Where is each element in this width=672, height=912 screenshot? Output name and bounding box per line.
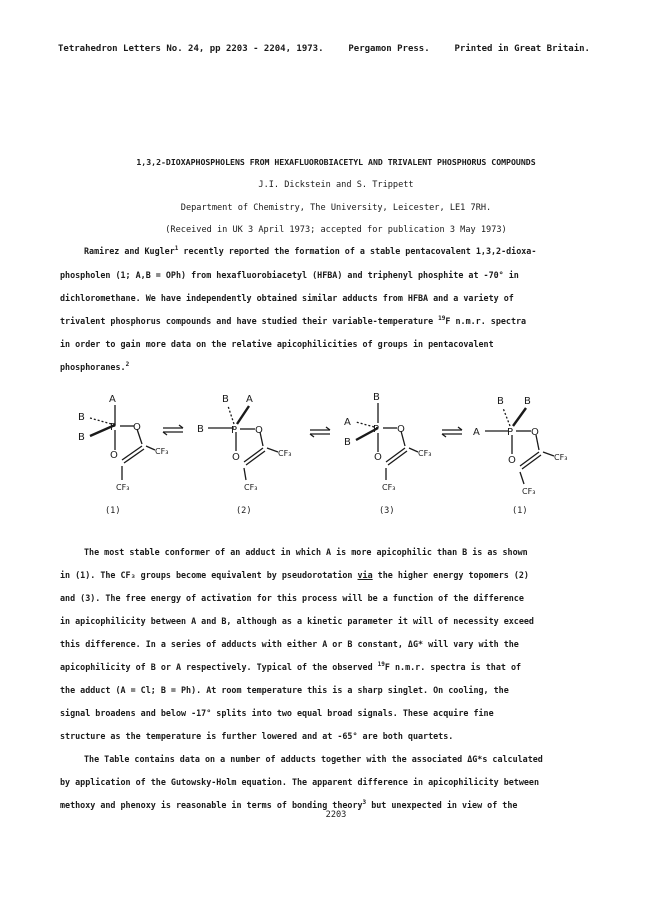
svg-text:O: O — [374, 452, 382, 463]
structure-2 — [197, 394, 291, 492]
paragraph-3-line-1: The Table contains data on a number of adducts together with the associated ΔG*s calculated — [84, 754, 543, 764]
page-number: 2203 — [325, 810, 347, 820]
equilibrium-arrow-2 — [310, 427, 330, 437]
svg-text:B: B — [524, 396, 531, 407]
svg-text:P: P — [373, 424, 380, 435]
publisher: Pergamon Press. — [348, 44, 430, 54]
pseudorotation-scheme — [60, 388, 620, 513]
svg-text:B: B — [197, 424, 204, 435]
svg-text:P: P — [231, 425, 238, 436]
paragraph-2-line-5: this difference. In a series of adducts with either A or B constant, ΔG* will vary with the — [60, 639, 519, 649]
svg-text:A: A — [109, 394, 116, 405]
svg-text:B: B — [78, 432, 85, 443]
svg-text:P: P — [110, 422, 117, 433]
svg-text:O: O — [232, 452, 240, 463]
svg-text:CF₃: CF₃ — [554, 453, 568, 462]
svg-text:B: B — [78, 412, 85, 423]
svg-text:O: O — [508, 455, 516, 466]
structure-3 — [344, 392, 431, 492]
paragraph-2-line-7: the adduct (A = Cl; B = Ph). At room temperature this is a sharp singlet. On cooling, the — [60, 685, 509, 695]
svg-text:CF₃: CF₃ — [244, 483, 258, 492]
article-authors: J.I. Dickstein and S. Trippett — [258, 180, 414, 190]
reference-3: 3 — [362, 799, 367, 807]
article-title: 1,3,2-DIOXAPHOSPHOLENS FROM HEXAFLUOROBIACETYL AND TRIVALENT PHOSPHORUS COMPOUNDS — [136, 157, 536, 167]
svg-text:CF₃: CF₃ — [522, 487, 536, 496]
journal-citation: Tetrahedron Letters No. 24, pp 2203 - 2204, 1973. — [58, 44, 324, 54]
caption-structure-1-left: (1) — [105, 506, 121, 516]
running-header — [58, 44, 618, 54]
paragraph-3-line-2: by application of the Gutowsky-Holm equation. The apparent difference in apicophilicity between — [60, 777, 540, 787]
svg-text:CF₃: CF₃ — [155, 447, 169, 456]
paragraph-1-line-1: Ramirez and Kugler$^1$ recently reported the formation of a stable pentacovalent 1,3,2-dioxa- — [84, 245, 537, 256]
svg-text:B: B — [497, 396, 504, 407]
paragraph-1-line-2: phospholen (1; A,B = OPh) from hexafluorobiacetyl (HFBA) and triphenyl phosphite at -70° in — [60, 270, 519, 280]
caption-structure-3: (3) — [379, 506, 395, 516]
caption-structure-1-right: (1) — [512, 506, 528, 516]
paragraph-1-line-3: dichloromethane. We have independently obtained similar adducts from HFBA and a variety of — [60, 293, 514, 303]
caption-structure-2: (2) — [236, 506, 252, 516]
paragraph-1-line-6: phosphoranes.$^2$ — [60, 361, 130, 372]
svg-text:A: A — [344, 417, 351, 428]
svg-text:O: O — [255, 425, 263, 436]
paragraph-2-line-8: signal broadens and below -17° splits into two equal broad signals. These acquire fine — [60, 708, 494, 718]
svg-text:O: O — [397, 424, 405, 435]
reference-2: 2 — [125, 361, 130, 369]
svg-text:CF₃: CF₃ — [382, 483, 396, 492]
svg-text:B: B — [222, 394, 229, 405]
received-dates: (Received in UK 3 April 1973; accepted for publication 3 May 1973) — [165, 225, 507, 235]
svg-text:A: A — [246, 394, 253, 405]
equilibrium-arrow-1 — [163, 425, 183, 435]
svg-text:O: O — [110, 450, 118, 461]
structure-1-left — [78, 394, 168, 492]
reference-1: 1 — [174, 245, 179, 253]
paragraph-1-line-5: in order to gain more data on the relative apicophilicities of groups in pentacovalent — [60, 339, 494, 349]
paragraph-2-line-3: and (3). The free energy of activation for this process will be a function of the difference — [60, 593, 524, 603]
svg-text:P: P — [507, 427, 514, 438]
svg-text:O: O — [531, 427, 539, 438]
svg-text:O: O — [133, 422, 141, 433]
svg-text:A: A — [473, 427, 480, 438]
svg-text:CF₃: CF₃ — [116, 483, 130, 492]
paragraph-2-line-4: in apicophilicity between A and B, although as a kinetic parameter it will of necessity exceed — [60, 616, 534, 626]
paragraph-2-line-9: structure as the temperature is further lowered and at -65° are both quartets. — [60, 731, 454, 741]
svg-text:CF₃: CF₃ — [278, 449, 292, 458]
printed-in: Printed in Great Britain. — [454, 44, 590, 54]
structure-1-right — [473, 396, 567, 496]
svg-text:B: B — [344, 437, 351, 448]
svg-text:CF₃: CF₃ — [418, 449, 432, 458]
paragraph-2-line-2: in (1). The CF₃ groups become equivalent by pseudorotation via the higher energy topomers (2) — [60, 570, 529, 580]
paragraph-1-line-4: trivalent phosphorus compounds and have studied their variable-temperature $^{19}$F n.m.r. spectra — [60, 315, 527, 326]
paragraph-2-line-6: apicophilicity of B or A respectively. Typical of the observed $^{19}$F n.m.r. spectra is that of — [60, 661, 522, 672]
equilibrium-arrow-3 — [442, 427, 462, 437]
paragraph-3-line-3: methoxy and phenoxy is reasonable in terms of bonding theory$^3$ but unexpected in view of the — [60, 799, 518, 810]
author-affiliation: Department of Chemistry, The University, Leicester, LE1 7RH. — [180, 203, 492, 213]
svg-text:B: B — [373, 392, 380, 403]
paragraph-2-line-1: The most stable conformer of an adduct in which A is more apicophilic than B is as shown — [84, 547, 528, 557]
